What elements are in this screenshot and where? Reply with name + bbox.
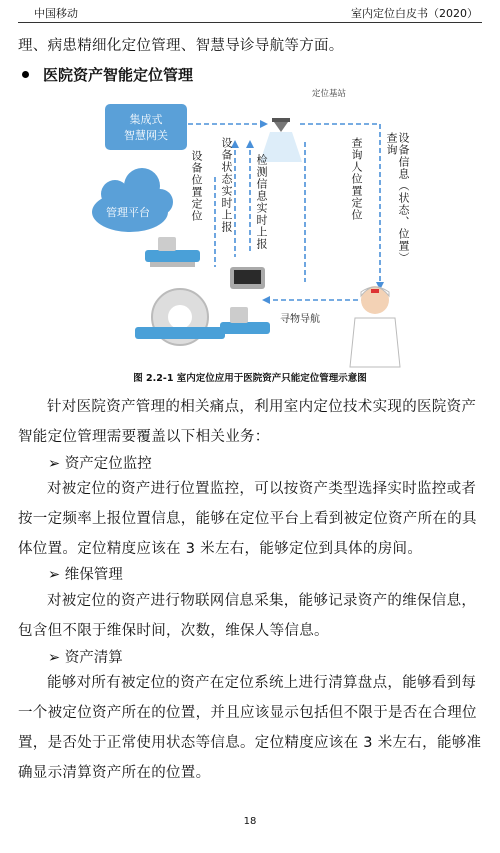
doctor-icon [350, 286, 400, 367]
page-number: 18 [243, 816, 257, 827]
diagram [80, 82, 420, 367]
item-3-title-text: 资产清算 [64, 650, 123, 666]
item-3-title: ➢ 资产清算 [48, 650, 123, 666]
figure-caption: 图 2.2-1 室内定位应用于医院资产只能定位管理示意图 [133, 373, 367, 384]
cloud-icon [92, 168, 173, 232]
item-1-title: ➢ 资产定位监控 [48, 456, 152, 472]
label-device-location: 设备位置定位 [190, 150, 203, 222]
header-rule [18, 22, 482, 23]
header-right: 室内定位白皮书（2020） [351, 7, 478, 20]
item-1-title-text: 资产定位监控 [64, 456, 152, 472]
item-3-body: 能够对所有被定位的资产在定位系统上进行清算盘点，能够看到每一个被定位资产所在的位置，并且应该显示包括但不限于是否在合理位置，是否处于正常使用状态等信息。定位精度应该在 3 米左右，能够准确显示清算资产所在的位置。 [18, 675, 482, 781]
item-1-body: 对被定位的资产进行位置监控，可以按资产类型选择实时监控或者按一定频率上报位置信息，能够在定位平台上看到被定位资产所在的具体位置。定位精度应该在 3 米左右，能够定位到具体的房间。 [18, 481, 477, 557]
base-station-label: 定位基站 [312, 89, 347, 99]
label-device-status: 设备状态实时上报 [220, 137, 233, 233]
label-navigation: 寻物导航 [280, 314, 320, 325]
section-title: 医院资产智能定位管理 [43, 66, 194, 84]
page-header [0, 0, 500, 24]
label-detect-info: 检测信息实时上报 [255, 154, 268, 250]
item-2-title: ➢ 维保管理 [48, 567, 123, 583]
header-left: 中国移动 [34, 7, 78, 20]
item-2-body: 对被定位的资产进行物联网信息采集，能够记录资产的维保信息，包含但不限于维保时间，次数，维保人等信息。 [18, 593, 477, 639]
gateway-label-2: 智慧网关 [124, 129, 168, 142]
gateway-label-1: 集成式 [129, 113, 163, 126]
label-device-info: 设备信息（状态、位置）查询 [385, 132, 410, 264]
paragraph-1: 针对医院资产管理的相关痛点，利用室内定位技术实现的医院资产智能定位管理需要覆盖以下相关业务： [18, 399, 477, 445]
intro-line: 理、病患精细化定位管理、智慧导诊导航等方面。 [18, 38, 344, 54]
item-2-title-text: 维保管理 [64, 567, 123, 583]
label-query-person: 查询人位置定位 [350, 137, 363, 221]
gateway-box [105, 104, 187, 150]
bullet-icon [22, 71, 29, 78]
platform-label: 管理平台 [106, 206, 150, 219]
